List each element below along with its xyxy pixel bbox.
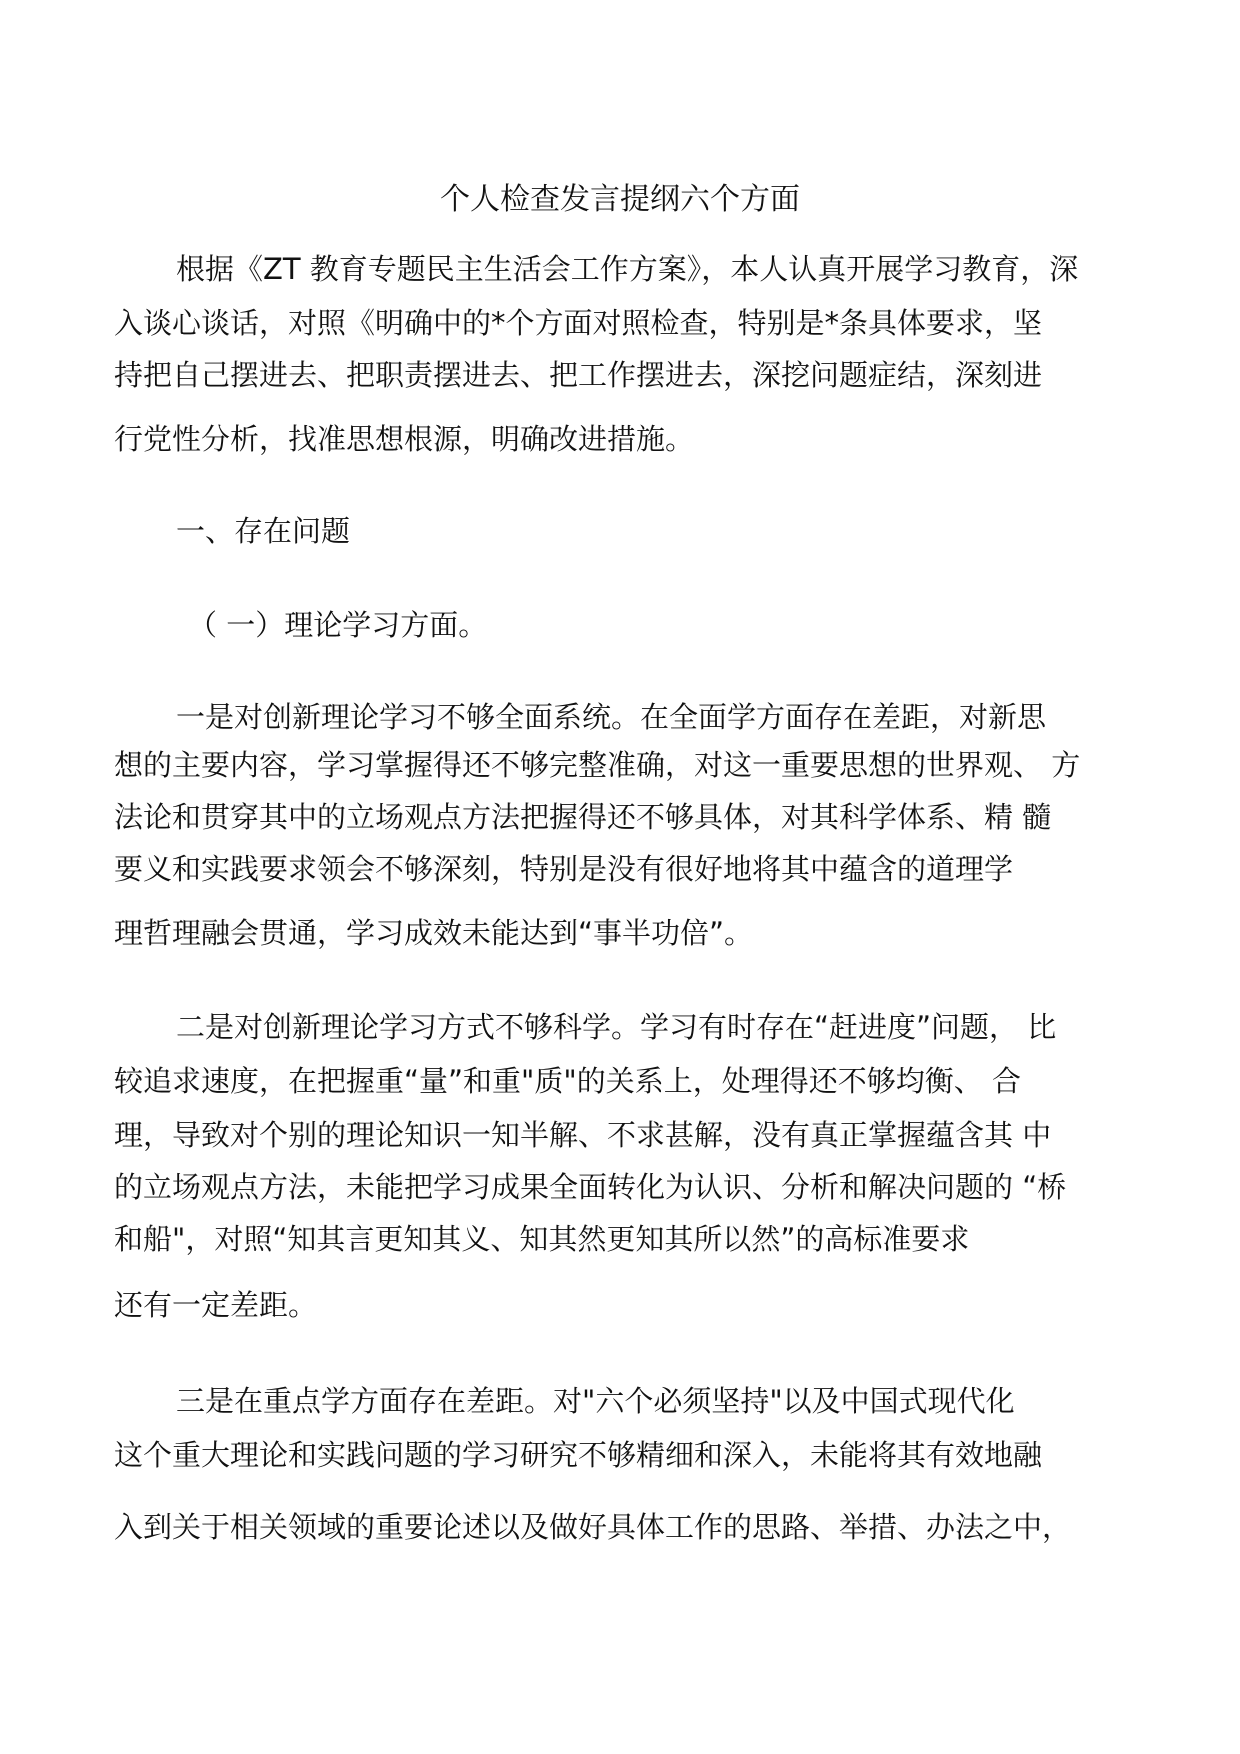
section-heading: 一、存在问题 — [176, 514, 351, 548]
document-title: 个人检查发言提纲六个方面 — [440, 182, 800, 217]
para2-line-6: 还有一定差距。 — [114, 1288, 318, 1322]
subsection-heading: （ 一）理论学习方面。 — [188, 608, 488, 642]
para1-line-5: 理哲理融会贯通，学习成效未能达到“事半功倍”。 — [114, 916, 754, 950]
intro-line-1: 根据《ZT 教育专题民主生活会工作方案》，本人认真开展学习教育，深 — [176, 252, 1079, 286]
para1-line-2: 想的主要内容，学习掌握得还不够完整准确，对这一重要思想的世界观、 方 — [114, 748, 1081, 782]
intro-line-4: 行党性分析，找准思想根源，明确改进措施。 — [114, 422, 695, 456]
para1-line-3: 法论和贯穿其中的立场观点方法把握得还不够具体，对其科学体系、精 髓 — [114, 800, 1052, 834]
para3-line-3: 入到关于相关领域的重要论述以及做好具体工作的思路、举措、办法之中， — [114, 1510, 1072, 1544]
para2-line-1: 二是对创新理论学习方式不够科学。学习有时存在“赶进度”问题， 比 — [176, 1010, 1057, 1044]
intro-line-2: 入谈心谈话，对照《明确中的*个方面对照检查，特别是*条具体要求，坚 — [114, 306, 1043, 340]
para1-line-1: 一是对创新理论学习不够全面系统。在全面学方面存在差距，对新思 — [176, 700, 1047, 734]
para2-line-2: 较追求速度，在把握重“量”和重"质"的关系上，处理得还不够均衡、 合 — [114, 1064, 1021, 1098]
intro-line-3: 持把自己摆进去、把职责摆进去、把工作摆进去，深挖问题症结，深刻进 — [114, 358, 1043, 392]
para2-line-3: 理，导致对个别的理论知识一知半解、不求甚解，没有真正掌握蕴含其 中 — [114, 1118, 1052, 1152]
para1-line-4: 要义和实践要求领会不够深刻，特别是没有很好地将其中蕴含的道理学 — [114, 852, 1014, 886]
para2-line-5: 和船"，对照“知其言更知其义、知其然更知其所以然”的高标准要求 — [114, 1222, 970, 1256]
para2-line-4: 的立场观点方法，未能把学习成果全面转化为认识、分析和解决问题的 “桥 — [114, 1170, 1067, 1204]
para3-line-1: 三是在重点学方面存在差距。对"六个必须坚持"以及中国式现代化 — [176, 1384, 1015, 1418]
para3-line-2: 这个重大理论和实践问题的学习研究不够精细和深入，未能将其有效地融 — [114, 1438, 1043, 1472]
